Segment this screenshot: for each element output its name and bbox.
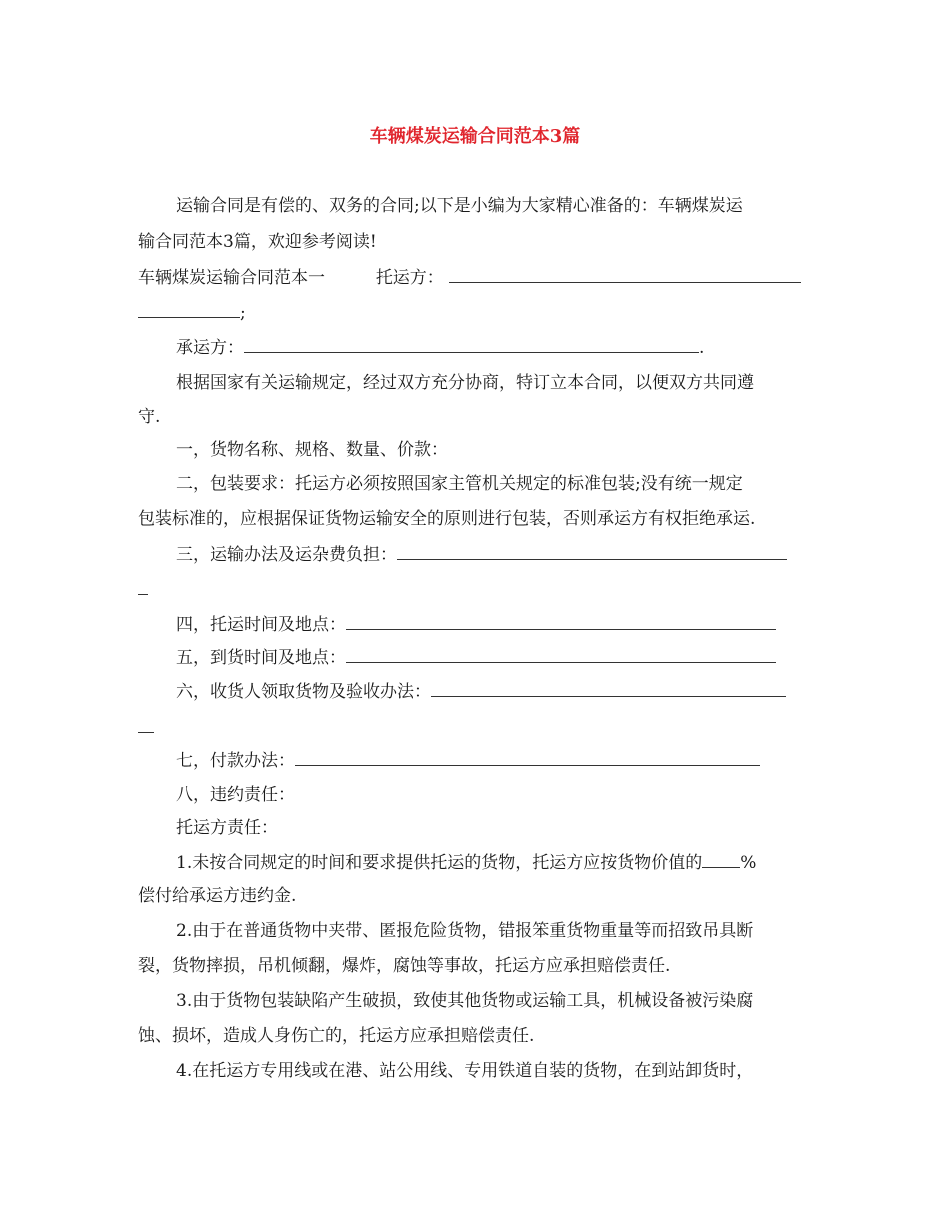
- item-2-line-2: 裂，货物摔损，吊机倾翻，爆炸，腐蚀等事故，托运方应承担赔偿责任.: [138, 956, 671, 976]
- percent-sign: %: [740, 853, 757, 873]
- clause-5-line: [176, 647, 776, 668]
- item-3-line-1: 3.由于货物包装缺陷产生破损，致使其他货物或运输工具，机械设备被污染腐: [176, 991, 754, 1011]
- clause-7-line: [176, 750, 760, 771]
- clause-5-label: 五，到货时间及地点：: [176, 648, 346, 668]
- clause-2-line-1: 二，包装要求：托运方必须按照国家主管机关规定的标准包装;没有统一规定: [176, 474, 743, 494]
- clause-8: 八，违约责任：: [176, 785, 295, 805]
- shipper-liability-heading: 托运方责任：: [176, 818, 278, 838]
- period: .: [699, 338, 705, 358]
- item-4-line-1: 4.在托运方专用线或在港、站公用线、专用铁道自装的货物，在到站卸货时，: [176, 1061, 754, 1081]
- shipper-blank-tail: [138, 302, 240, 318]
- clause-4-line: [176, 614, 776, 635]
- clause-6-line: [176, 681, 786, 702]
- clause-3-blank: [397, 544, 787, 560]
- document-title: 车辆煤炭运输合同范本3篇: [369, 126, 581, 147]
- carrier-line: [176, 337, 704, 358]
- clause-4-blank: [346, 614, 776, 630]
- intro-line-2: 输合同范本3篇，欢迎参考阅读!: [138, 232, 377, 252]
- clause-7-label: 七，付款办法：: [176, 751, 295, 771]
- clause-6-blank-continued: [138, 717, 154, 738]
- clause-5-blank: [346, 647, 776, 663]
- shipper-blank-continued: [138, 302, 246, 323]
- carrier-label: 承运方：: [176, 338, 244, 358]
- clause-2-line-2: 包装标准的，应根据保证货物运输安全的原则进行包装，否则承运方有权拒绝承运.: [138, 509, 756, 529]
- basis-line-2: 守.: [138, 407, 161, 427]
- clause-7-blank: [295, 750, 760, 766]
- shipper-blank: [449, 267, 801, 283]
- item-1-line-2: 偿付给承运方违约金.: [138, 886, 297, 906]
- clause-6-blank-tail: [138, 717, 154, 733]
- clause-3-label: 三，运输办法及运杂费负担：: [176, 545, 397, 565]
- basis-line-1: 根据国家有关运输规定，经过双方充分协商，特订立本合同，以便双方共同遵: [176, 373, 754, 393]
- clause-3-blank-tail: [138, 579, 148, 595]
- shipper-label: 托运方：: [375, 268, 444, 288]
- item-1-text: 1.未按合同规定的时间和要求提供托运的货物，托运方应按货物价值的: [176, 853, 703, 873]
- clause-1: 一，货物名称、规格、数量、价款：: [176, 440, 448, 460]
- clause-4-label: 四，托运时间及地点：: [176, 615, 346, 635]
- carrier-blank: [244, 337, 699, 353]
- item-1-percent-blank: [702, 852, 740, 868]
- intro-line-1: 运输合同是有偿的、双务的合同;以下是小编为大家精心准备的：车辆煤炭运: [176, 196, 743, 216]
- clause-3-blank-continued: [138, 579, 148, 600]
- clause-6-label: 六，收货人领取货物及验收办法：: [176, 682, 431, 702]
- clause-3-line: [176, 544, 787, 565]
- clause-6-blank: [431, 681, 786, 697]
- item-3-line-2: 蚀、损坏，造成人身伤亡的，托运方应承担赔偿责任.: [138, 1026, 535, 1046]
- section-heading: 车辆煤炭运输合同范本一: [138, 268, 325, 288]
- semicolon: ;: [240, 303, 246, 323]
- contract-header-line: [138, 267, 801, 288]
- item-2-line-1: 2.由于在普通货物中夹带、匿报危险货物，错报笨重货物重量等而招致吊具断: [176, 921, 754, 941]
- item-1-line-1: [176, 852, 756, 873]
